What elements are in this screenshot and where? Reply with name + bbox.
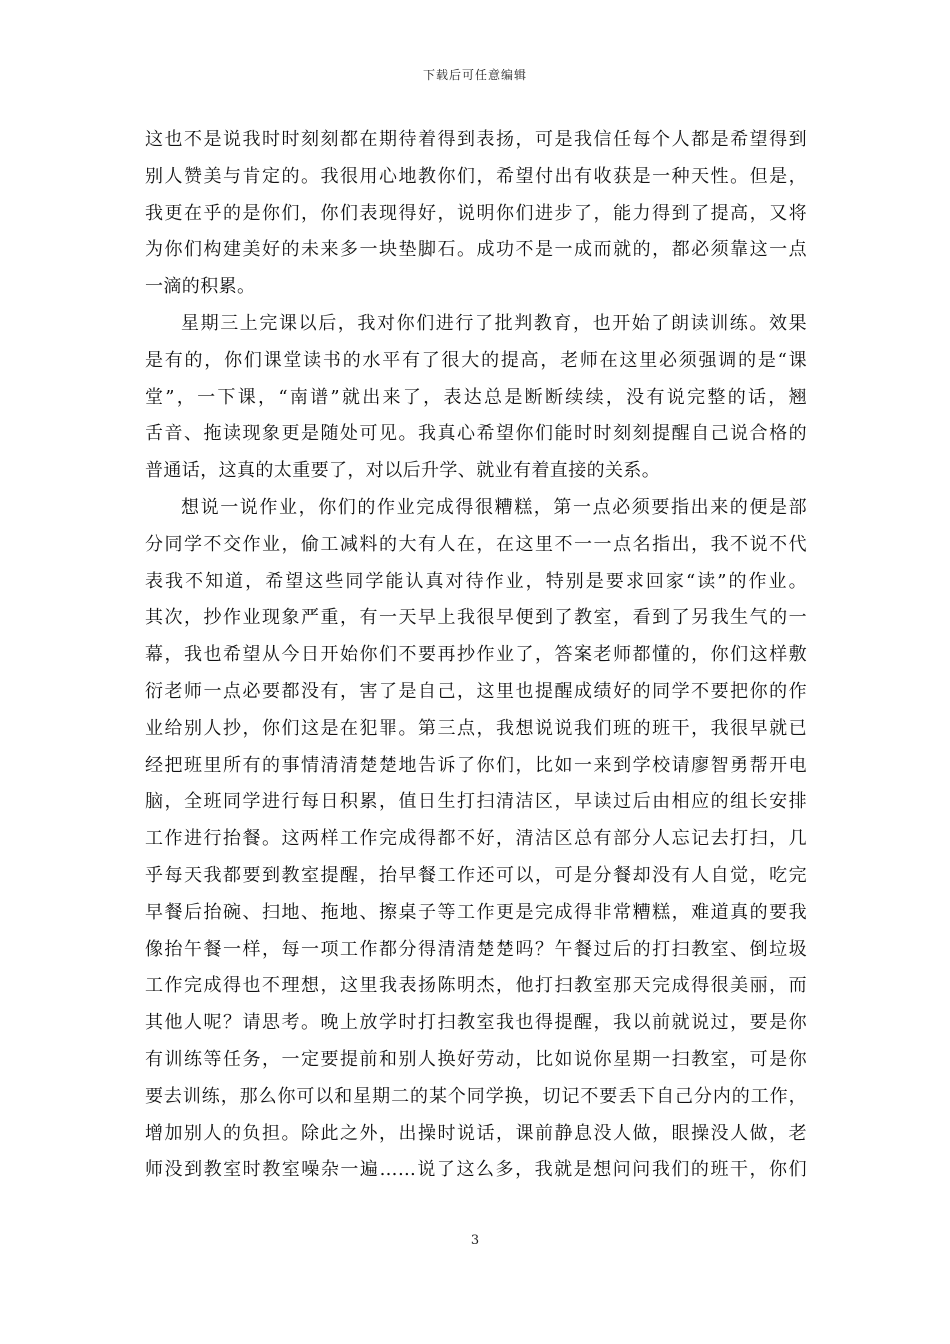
text-line: 别人赞美与肯定的。我很用心地教你们，希望付出有收获是一种天性。但是， [145,165,807,187]
text-line: 普通话，这真的太重要了，对以后升学、就业有着直接的关系。 [145,460,661,482]
text-line: 衍老师一点必要都没有，害了是自己，这里也提醒成绩好的同学不要把你的作 [145,680,807,702]
text-line: 星期三上完课以后，我对你们进行了批判教育，也开始了朗读训练。效果 [181,312,807,334]
text-line: 舌音、拖读现象更是随处可见。我真心希望你们能时时刻刻提醒自己说合格的 [145,423,807,445]
text-line: 早餐后抬碗、扫地、拖地、擦桌子等工作更是完成得非常糟糕，难道真的要我 [145,901,807,923]
page-number: 3 [470,1233,480,1248]
text-line: 堂”，一下课，“南谱”就出来了，表达总是断断续续，没有说完整的话，翘 [145,386,807,408]
text-line: 为你们构建美好的未来多一块垫脚石。成功不是一成而就的，都必须靠这一点 [145,239,807,261]
text-line: 是有的，你们课堂读书的水平有了很大的提高，老师在这里必须强调的是“课 [145,349,807,371]
text-line: 想说一说作业，你们的作业完成得很糟糕，第一点必须要指出来的便是部 [181,496,807,518]
text-line: 分同学不交作业，偷工减料的大有人在，在这里不一一点名指出，我不说不代 [145,533,807,555]
text-line: 乎每天我都要到教室提醒，抬早餐工作还可以，可是分餐却没有人自觉，吃完 [145,864,807,886]
text-line: 其次，抄作业现象严重，有一天早上我很早便到了教室，看到了另我生气的一 [145,607,807,629]
text-line: 要去训练，那么你可以和星期二的某个同学换，切记不要丢下自己分内的工作， [145,1085,807,1107]
text-line: 这也不是说我时时刻刻都在期待着得到表扬，可是我信任每个人都是希望得到 [145,129,807,150]
text-line: 幕，我也希望从今日开始你们不要再抄作业了，答案老师都懂的，你们这样敷 [145,644,807,666]
text-line: 业给别人抄，你们这是在犯罪。第三点，我想说说我们班的班干，我很早就已 [145,717,807,739]
text-line: 脑，全班同学进行每日积累，值日生打扫清洁区，早读过后由相应的组长安排 [145,791,807,813]
text-line: 一滴的积累。 [145,276,256,298]
text-line: 我更在乎的是你们，你们表现得好，说明你们进步了，能力得到了提高，又将 [145,202,807,224]
text-line: 经把班里所有的事情清清楚楚地告诉了你们，比如一来到学校请廖智勇帮开电 [145,754,807,776]
text-line: 工作完成得也不理想，这里我表扬陈明杰，他打扫教室那天完成得很美丽，而 [145,975,807,997]
text-line: 师没到教室时教室噪杂一遍……说了这么多，我就是想问问我们的班干，你们 [145,1159,807,1181]
text-line: 表我不知道，希望这些同学能认真对待作业，特别是要求回家“读”的作业。 [145,570,807,592]
page-header: 下载后可任意编辑 [422,68,527,82]
text-line: 其他人呢？请思考。晚上放学时打扫教室我也得提醒，我以前就说过，要是你 [145,1012,807,1034]
text-line: 有训练等任务，一定要提前和别人换好劳动，比如说你星期一扫教室，可是你 [145,1048,807,1070]
text-line: 增加别人的负担。除此之外，出操时说话，课前静息没人做，眼操没人做，老 [145,1122,807,1144]
text-line: 工作进行抬餐。这两样工作完成得都不好，清洁区总有部分人忘记去打扫，几 [145,828,807,850]
text-line: 像抬午餐一样，每一项工作都分得清清楚楚吗？午餐过后的打扫教室、倒垃圾 [145,938,807,960]
document-body [145,122,807,1189]
